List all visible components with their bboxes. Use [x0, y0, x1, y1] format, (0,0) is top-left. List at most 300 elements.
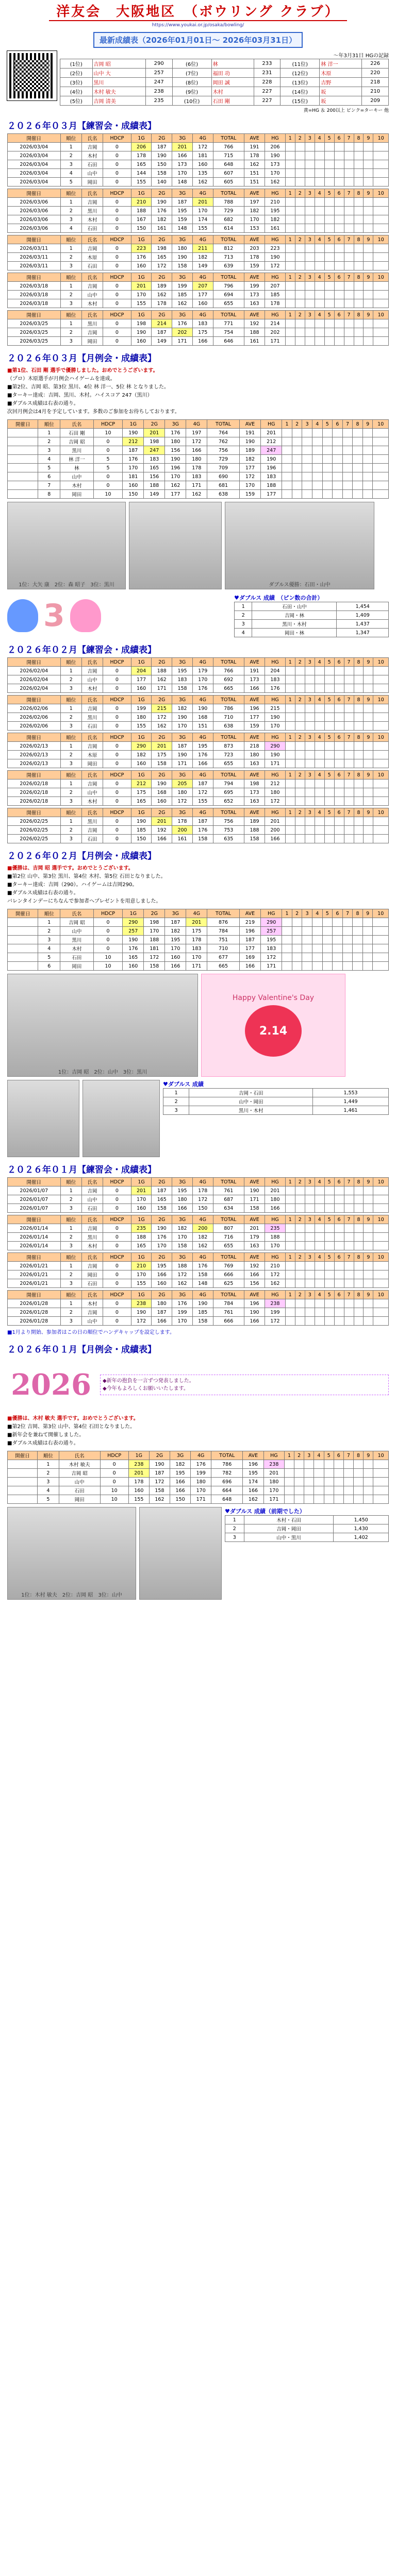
frame-cell: [364, 742, 373, 751]
score-cell: 0: [103, 704, 131, 713]
frame-cell: [354, 684, 364, 693]
score-cell: 183: [261, 472, 282, 481]
date-cell: [8, 472, 38, 481]
score-cell: 201: [261, 429, 282, 437]
score-cell: 766: [213, 143, 244, 151]
score-cell: 吉岡: [81, 282, 103, 291]
column-header: 順位: [60, 808, 81, 817]
frame-cell: [362, 953, 373, 962]
frame-cell: [285, 779, 295, 788]
score-cell: 135: [192, 169, 213, 178]
column-header: HG: [265, 771, 286, 779]
column-header: 8: [353, 909, 363, 918]
column-header: 3G: [170, 1451, 191, 1460]
table-row: [8, 178, 389, 187]
frame-cell: [295, 1308, 305, 1317]
doubles-cell: 3: [163, 1106, 189, 1115]
score-cell: 166: [192, 759, 213, 768]
score-cell: 177: [131, 675, 152, 684]
score-cell: 0: [103, 328, 131, 337]
frame-cell: [324, 779, 334, 788]
frame-cell: [324, 1299, 334, 1308]
frame-cell: [353, 437, 363, 446]
score-cell: 696: [211, 1478, 243, 1486]
frame-cell: [295, 1279, 305, 1288]
hinamatsuri-banner: [7, 594, 389, 637]
score-cell: 178: [186, 464, 207, 472]
score-cell: 5: [93, 464, 122, 472]
column-header: HDCP: [103, 189, 131, 198]
score-cell: 210: [131, 198, 152, 207]
table-row: [8, 299, 389, 308]
photo-award: 1位：吉岡 昭 2位：山中 3位：黒川: [7, 974, 198, 1077]
column-header: 開催日: [8, 696, 61, 704]
frame-cell: [314, 1478, 324, 1486]
score-cell: 150: [192, 1204, 213, 1213]
score-cell: 172: [172, 1270, 193, 1279]
score-cell: 179: [192, 667, 213, 675]
doubles-cell: 1: [163, 1089, 189, 1097]
frame-cell: [353, 1486, 363, 1495]
year-logo: 2026: [11, 1368, 91, 1402]
score-cell: 167: [131, 215, 152, 224]
site-url[interactable]: https://www.youkai.or.jp/osaka/bowling/: [152, 23, 244, 28]
frame-cell: [314, 1469, 324, 1478]
doubles-cell: 3: [225, 1533, 244, 1542]
score-cell: 166: [165, 962, 186, 971]
score-cell: 黒川: [60, 446, 94, 455]
score-cell: 160: [123, 962, 144, 971]
frame-cell: [334, 262, 344, 270]
column-header: TOTAL: [213, 189, 244, 198]
score-cell: 187: [123, 446, 144, 455]
score-cell: 0: [103, 1195, 131, 1204]
score-cell: 172: [172, 797, 193, 806]
score-cell: 187: [152, 143, 172, 151]
frame-cell: [373, 1460, 389, 1469]
frame-cell: [364, 759, 373, 768]
column-header: 順位: [60, 1215, 81, 1224]
frame-cell: [312, 481, 322, 490]
frame-cell: [353, 944, 363, 953]
score-cell: 0: [103, 253, 131, 262]
frame-cell: [373, 262, 389, 270]
column-header: 3: [305, 311, 315, 319]
score-cell: 163: [244, 1242, 265, 1250]
frame-cell: [364, 1486, 373, 1495]
frame-cell: [324, 817, 334, 826]
score-cell: 166: [172, 151, 193, 160]
date-cell: 2026/01/14: [8, 1233, 61, 1242]
column-header: 4G: [186, 420, 207, 429]
frame-cell: [315, 319, 324, 328]
jan-banner: [7, 1359, 389, 1411]
score-cell: 190: [244, 1187, 265, 1195]
frame-cell: [354, 207, 364, 215]
score-cell: 178: [152, 299, 172, 308]
table-row: [8, 817, 389, 826]
score-cell: 160: [192, 299, 213, 308]
ranking-cell: (11位): [280, 59, 320, 69]
score-cell: 165: [152, 253, 172, 262]
frame-cell: [364, 207, 373, 215]
score-cell: 156: [165, 446, 186, 455]
frame-cell: [305, 337, 315, 346]
frame-cell: [364, 198, 373, 207]
column-header: 6: [333, 909, 343, 918]
column-header: 9: [364, 733, 373, 742]
score-cell: 201: [263, 1469, 284, 1478]
frame-cell: [373, 337, 389, 346]
frame-cell: [305, 713, 315, 722]
score-cell: 3: [60, 160, 81, 169]
score-cell: 黒川: [60, 936, 94, 944]
frame-cell: [334, 282, 344, 291]
column-header: 3: [302, 909, 312, 918]
column-header: 3G: [172, 189, 193, 198]
frame-cell: [322, 481, 333, 490]
date-cell: 2026/02/25: [8, 835, 61, 843]
score-cell: 158: [192, 1270, 213, 1279]
column-header: 氏名: [81, 1215, 103, 1224]
table-row: [8, 1270, 389, 1279]
score-cell: 185: [192, 1308, 213, 1317]
frame-cell: [314, 1486, 324, 1495]
column-header: 1: [285, 1215, 295, 1224]
score-cell: 188: [265, 1233, 286, 1242]
frame-cell: [322, 472, 333, 481]
score-cell: 0: [103, 244, 131, 253]
ranking-cell: 218: [362, 78, 389, 87]
date-cell: [8, 962, 38, 971]
score-cell: 155: [192, 797, 213, 806]
frame-cell: [295, 722, 305, 731]
score-cell: 756: [207, 446, 239, 455]
column-header: 3G: [172, 808, 193, 817]
ranking-cell: (15位): [280, 96, 320, 106]
score-cell: 188: [144, 481, 165, 490]
frame-cell: [324, 675, 334, 684]
frame-cell: [292, 455, 302, 464]
score-cell: 山中: [59, 1478, 100, 1486]
doubles-row: [163, 1089, 389, 1097]
score-cell: 210: [265, 198, 286, 207]
frame-cell: [285, 244, 295, 253]
practice-table: [7, 770, 389, 806]
score-cell: 吉岡: [81, 1262, 103, 1270]
frame-cell: [354, 169, 364, 178]
score-cell: 5: [38, 464, 60, 472]
column-header: 2G: [152, 311, 172, 319]
frame-cell: [334, 667, 344, 675]
score-cell: 172: [144, 953, 165, 962]
frame-cell: [305, 1242, 315, 1250]
frame-cell: [295, 282, 305, 291]
column-header: 3: [305, 771, 315, 779]
doubles-cell: 1,450: [334, 1516, 389, 1524]
frame-cell: [305, 207, 315, 215]
frame-cell: [302, 918, 312, 927]
score-cell: 0: [103, 722, 131, 731]
score-cell: 149: [192, 262, 213, 270]
frame-cell: [364, 1262, 373, 1270]
frame-cell: [353, 918, 363, 927]
date-cell: 2026/03/18: [8, 299, 61, 308]
score-cell: 岡田: [81, 178, 103, 187]
score-cell: 190: [265, 151, 286, 160]
frame-cell: [324, 143, 334, 151]
frame-cell: [373, 1224, 389, 1233]
score-cell: 1: [60, 1187, 81, 1195]
column-header: 10: [373, 1178, 389, 1187]
frame-cell: [285, 207, 295, 215]
frame-cell: [295, 675, 305, 684]
frame-cell: [364, 1187, 373, 1195]
frame-cell: [295, 151, 305, 160]
score-cell: 吉岡: [81, 779, 103, 788]
score-cell: 吉岡: [81, 704, 103, 713]
column-header: 順位: [60, 1253, 81, 1262]
score-cell: 170: [165, 944, 186, 953]
score-cell: 171: [263, 1495, 284, 1504]
column-header: 4: [312, 909, 322, 918]
score-cell: 石田: [81, 835, 103, 843]
score-cell: 200: [172, 826, 193, 835]
score-cell: 694: [213, 291, 244, 299]
frame-cell: [322, 455, 333, 464]
column-header: 3G: [172, 273, 193, 282]
frame-cell: [282, 918, 292, 927]
date-cell: 2026/02/04: [8, 684, 61, 693]
frame-cell: [354, 675, 364, 684]
score-cell: 198: [144, 918, 165, 927]
score-cell: 2: [60, 1270, 81, 1279]
score-cell: 762: [207, 437, 239, 446]
column-header: 2: [295, 311, 305, 319]
column-header: AVE: [244, 808, 265, 817]
score-cell: 3: [60, 1317, 81, 1326]
frame-cell: [364, 704, 373, 713]
column-header: 4: [315, 658, 324, 667]
score-cell: 682: [213, 215, 244, 224]
frame-cell: [334, 826, 344, 835]
score-cell: 172: [152, 262, 172, 270]
score-cell: 175: [152, 751, 172, 759]
score-cell: 150: [131, 835, 152, 843]
column-header: TOTAL: [213, 696, 244, 704]
ranking-cell: 岡田 誠: [211, 78, 254, 87]
frame-cell: [334, 1478, 343, 1486]
score-cell: 0: [103, 282, 131, 291]
score-cell: 石田: [81, 160, 103, 169]
score-cell: 180: [263, 1478, 284, 1486]
score-cell: 0: [103, 751, 131, 759]
frame-cell: [292, 446, 302, 455]
frame-cell: [344, 291, 354, 299]
score-cell: 729: [207, 455, 239, 464]
column-header: 2G: [152, 696, 172, 704]
frame-cell: [302, 490, 312, 499]
column-header: 4: [315, 235, 324, 244]
note-line: ■新年会を兼ねて開催しました。: [7, 1432, 85, 1438]
score-cell: 190: [152, 1224, 172, 1233]
frame-cell: [373, 1195, 389, 1204]
score-cell: 144: [131, 169, 152, 178]
column-header: 5: [324, 311, 334, 319]
frame-cell: [373, 944, 389, 953]
doubles-cell: 1,461: [313, 1106, 389, 1115]
column-header: 1: [282, 909, 292, 918]
score-cell: 155: [131, 299, 152, 308]
score-cell: 158: [152, 759, 172, 768]
score-cell: 173: [172, 160, 193, 169]
frame-cell: [344, 1308, 354, 1317]
frame-cell: [373, 927, 389, 936]
frame-cell: [305, 224, 315, 233]
heart-icon: 2.14: [245, 1005, 302, 1057]
note-line: ■優勝は、吉岡 昭 選手です。おめでとうございます。: [7, 866, 134, 871]
column-header: 4G: [192, 1291, 213, 1299]
frame-cell: [324, 160, 334, 169]
frame-cell: [364, 1460, 373, 1469]
frame-cell: [342, 437, 353, 446]
column-header: TOTAL: [213, 733, 244, 742]
qr-code-icon[interactable]: [7, 51, 57, 100]
frame-cell: [324, 207, 334, 215]
score-cell: 201: [152, 817, 172, 826]
frame-cell: [282, 944, 292, 953]
frame-cell: [362, 936, 373, 944]
tbody: [8, 319, 389, 346]
score-cell: 4: [38, 944, 60, 953]
score-cell: 黒川: [81, 207, 103, 215]
score-cell: 1: [60, 319, 81, 328]
ranking-cell: 290: [145, 59, 172, 69]
frame-cell: [373, 835, 389, 843]
score-cell: 204: [265, 667, 286, 675]
frame-cell: [342, 429, 353, 437]
column-header: HG: [265, 808, 286, 817]
score-cell: 655: [213, 1242, 244, 1250]
ranking-cell: 226: [362, 59, 389, 69]
score-cell: 岡田: [81, 759, 103, 768]
frame-cell: [315, 169, 324, 178]
frame-cell: [295, 1270, 305, 1279]
column-header: 8: [354, 311, 364, 319]
score-cell: 木村: [60, 944, 94, 953]
frame-cell: [295, 1299, 305, 1308]
score-cell: 0: [103, 178, 131, 187]
frame-cell: [354, 788, 364, 797]
score-cell: 170: [265, 722, 286, 731]
score-cell: 160: [131, 337, 152, 346]
frame-cell: [353, 962, 363, 971]
score-cell: 148: [192, 1279, 213, 1288]
frame-cell: [373, 1233, 389, 1242]
column-header: 3: [305, 189, 315, 198]
frame-cell: [285, 1299, 295, 1308]
date-cell: 2026/03/25: [8, 328, 61, 337]
score-cell: 156: [244, 1279, 265, 1288]
frame-cell: [334, 1460, 343, 1469]
score-cell: 192: [244, 319, 265, 328]
frame-cell: [324, 788, 334, 797]
frame-cell: [334, 742, 344, 751]
column-header: 5: [322, 420, 333, 429]
score-cell: 158: [149, 1486, 170, 1495]
score-cell: 195: [261, 936, 282, 944]
frame-cell: [314, 1495, 324, 1504]
score-cell: 山中: [60, 927, 94, 936]
frame-cell: [292, 962, 302, 971]
column-header: HDCP: [103, 235, 131, 244]
frame-cell: [285, 788, 295, 797]
column-header: 氏名: [60, 420, 94, 429]
score-cell: 148: [172, 178, 193, 187]
column-header: 7: [344, 1215, 354, 1224]
date-cell: 2026/03/18: [8, 282, 61, 291]
column-header: HDCP: [103, 733, 131, 742]
score-cell: 713: [213, 253, 244, 262]
column-header: 1: [285, 696, 295, 704]
ranking-panel: [60, 51, 389, 113]
score-cell: 175: [131, 788, 152, 797]
note-line: ■第2位 吉岡、第3位 山中、第4位 石田となりました。: [7, 1424, 136, 1430]
doubles-row: [235, 629, 389, 637]
score-cell: 170: [263, 1486, 284, 1495]
frame-cell: [282, 446, 292, 455]
score-cell: 201: [186, 918, 207, 927]
score-cell: 235: [265, 1224, 286, 1233]
score-cell: 188: [244, 328, 265, 337]
thead: [8, 1178, 389, 1187]
column-header: 1G: [123, 909, 144, 918]
frame-cell: [364, 337, 373, 346]
score-cell: 0: [103, 337, 131, 346]
frame-cell: [315, 178, 324, 187]
frame-cell: [322, 490, 333, 499]
column-header: HDCP: [93, 420, 122, 429]
score-cell: 176: [172, 319, 193, 328]
frame-cell: [344, 817, 354, 826]
score-cell: 10: [100, 1486, 128, 1495]
column-header: 開催日: [8, 311, 61, 319]
score-cell: 207: [265, 282, 286, 291]
column-header: 8: [354, 808, 364, 817]
frame-cell: [315, 817, 324, 826]
frame-cell: [343, 1469, 353, 1478]
frame-cell: [312, 446, 322, 455]
column-header: 1: [285, 1253, 295, 1262]
date-cell: 2026/01/21: [8, 1270, 61, 1279]
frame-cell: [373, 1478, 389, 1486]
frame-cell: [353, 464, 363, 472]
frame-cell: [353, 481, 363, 490]
frame-cell: [324, 713, 334, 722]
frame-cell: [295, 178, 305, 187]
column-header: 6: [334, 273, 344, 282]
score-cell: 199: [172, 1308, 193, 1317]
table-header-row: [8, 235, 389, 244]
column-header: 9: [362, 909, 373, 918]
frame-cell: [344, 788, 354, 797]
column-header: HDCP: [103, 771, 131, 779]
column-header: AVE: [244, 1253, 265, 1262]
column-header: 8: [353, 1451, 363, 1460]
date-cell: 2026/03/18: [8, 291, 61, 299]
score-cell: 729: [213, 207, 244, 215]
frame-cell: [315, 1233, 324, 1242]
